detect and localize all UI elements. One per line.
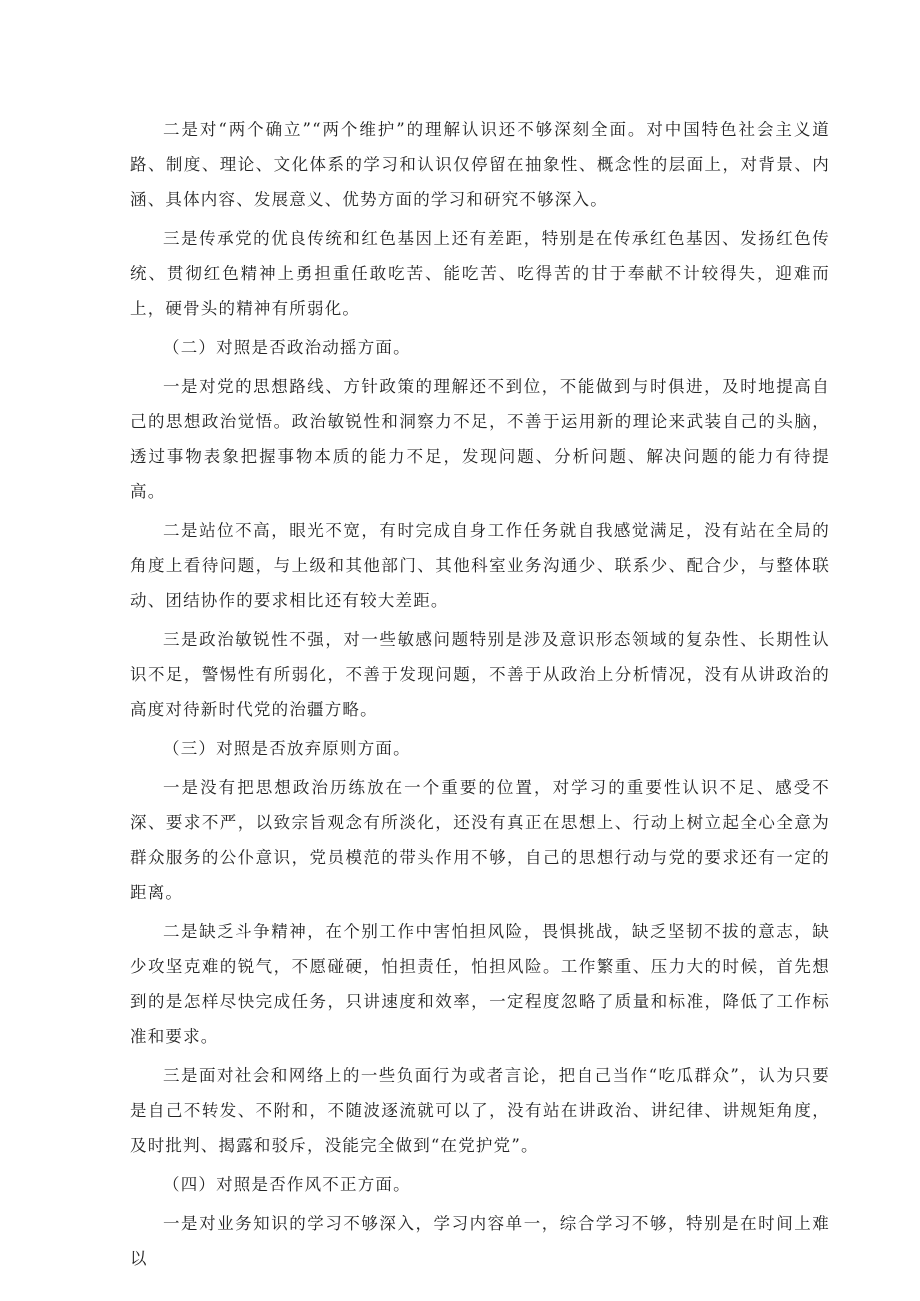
paragraph-red-genes: 三是传承党的优良传统和红色基因上还有差距，特别是在传承红色基因、发扬红色传统、贯彻红色精神上勇担重任敢吃苦、能吃苦、吃得苦的甘于奉献不计较得失，迎难而上，硬骨头的精神有所弱化。 — [130, 229, 830, 318]
paragraph-two-confirmations: 二是对“两个确立”“两个维护”的理解认识还不够深刻全面。对中国特色社会主义道路、制度、理论、文化体系的学习和认识仅停留在抽象性、概念性的层面上，对背景、内涵、具体内容、发展意义、优势方面的学习和研究不够深入。 — [130, 120, 830, 209]
paragraph-low-standpoint: 二是站位不高，眼光不宽，有时完成自身工作任务就自我感觉满足，没有站在全局的角度上看待问题，与上级和其他部门、其他科室业务沟通少、联系少、配合少，与整体联动、团结协作的要求相比还有较大差距。 — [130, 521, 830, 610]
section-heading-abandoning-principles: （三）对照是否放弃原则方面。 — [163, 739, 411, 758]
paragraph-ideological-training: 一是没有把思想政治历练放在一个重要的位置，对学习的重要性认识不足、感受不深、要求不严，以致宗旨观念有所淡化，还没有真正在思想上、行动上树立起全心全意为群众服务的公仆意识，党员模范的带头作用不够，自己的思想行动与党的要求还有一定的距离。 — [130, 778, 830, 902]
section-heading-political-wavering: （二）对照是否政治动摇方面。 — [163, 338, 411, 357]
paragraph-fighting-spirit: 二是缺乏斗争精神，在个别工作中害怕担风险，畏惧挑战，缺乏坚韧不拔的意志，缺少攻坚克难的锐气，不愿碰硬，怕担责任，怕担风险。工作繁重、压力大的时候，首先想到的是怎样尽快完成任务，只讲速度和效率，一定程度忽略了质量和标准，降低了工作标准和要求。 — [130, 922, 830, 1046]
paragraph-party-line-understanding: 一是对党的思想路线、方针政策的理解还不到位，不能做到与时俱进，及时地提高自己的思想政治觉悟。政治敏锐性和洞察力不足，不善于运用新的理论来武装自己的头脑，透过事物表象把握事物本质的能力不足，发现问题、分析问题、解决问题的能力有待提高。 — [130, 377, 830, 501]
document-body — [130, 112, 830, 1280]
paragraph-political-sensitivity: 三是政治敏锐性不强，对一些敏感问题特别是涉及意识形态领域的复杂性、长期性认识不足，警惕性有所弱化，不善于发现问题，不善于从政治上分析情况，没有从讲政治的高度对待新时代党的治疆方略。 — [130, 630, 830, 719]
section-heading-improper-style: （四）对照是否作风不正方面。 — [163, 1175, 411, 1194]
paragraph-online-negativity: 三是面对社会和网络上的一些负面行为或者言论，把自己当作“吃瓜群众”，认为只要是自己不转发、不附和，不随波逐流就可以了，没有站在讲政治、讲纪律、讲规矩角度，及时批判、揭露和驳斥，没能完全做到“在党护党”。 — [130, 1066, 830, 1155]
paragraph-business-learning: 一是对业务知识的学习不够深入，学习内容单一，综合学习不够，特别是在时间上难以 — [130, 1214, 830, 1268]
